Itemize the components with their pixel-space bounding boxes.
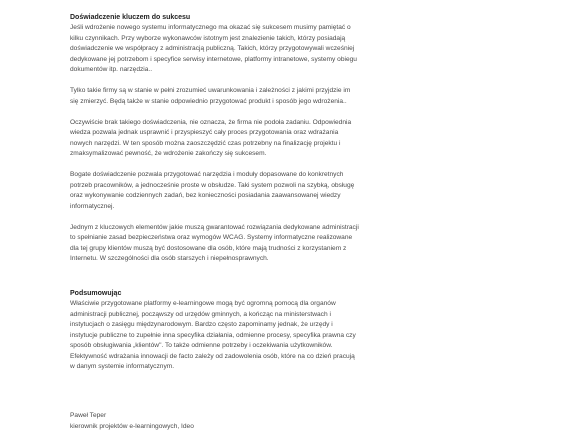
section-heading-experience: Doświadczenie kluczem do sukcesu <box>70 13 360 23</box>
article <box>70 13 360 432</box>
author-role: kierownik projektów e-learningowych, Ideo <box>70 422 360 432</box>
paragraph: Jeśli wdrożenie nowego systemu informatycznego ma okazać się sukcesem musimy pamiętać o kilku czynnikach. Przy wyborze wykonawców istotnym jest znalezienie takich, którzy posiadają doświadczenie we współpracy z administracją publiczną. Takich, którzy przygotowywali wcześniej dedykowane jej potrzebom i specyfice serwisy internetowe, platformy intranetowe, systemy obiegu dokumentów itp. narzędzia.. <box>70 23 360 76</box>
section-heading-summary: Podsumowując <box>70 289 360 299</box>
author-name: Paweł Teper <box>70 411 360 422</box>
paragraph: Jednym z kluczowych elementów jakie muszą gwarantować rozwiązania dedykowane administracji to spełnianie zasad bezpieczeństwa oraz wymogów WCAG. Systemy informatyczne realizowane dla tej grupy klientów muszą być dostosowane dla osób, które mają trudności z korzystaniem z Internetu. W szczególności dla osób starszych i niepełnosprawnych. <box>70 223 360 265</box>
section-spacer <box>70 275 360 289</box>
paragraph: Tylko takie firmy są w stanie w pełni zrozumieć uwarunkowania i zależności z jakimi przyjdzie im się zmierzyć. Będą także w stanie odpowiednio przygotować produkt i sposób jego wdrożenia.. <box>70 86 360 107</box>
paragraph: Oczywiście brak takiego doświadczenia, nie oznacza, że firma nie podoła zadaniu. Odpowiednia wiedza pozwala jednak usprawnić i przyspieszyć cały proces przygotowania oraz wdrażania nowych narzędzi. W ten sposób można zaoszczędzić czas potrzebny na finalizację projektu i zmaksymalizować pewność, że wdrożenie zakończy się sukcesem. <box>70 118 360 160</box>
paragraph: Bogate doświadczenie pozwala przygotować narzędzia i moduły dopasowane do konkretnych potrzeb pracowników, a jednocześnie proste w obsłudze. Taki system pozwoli na szybką, obsługę oraz wykonywanie codziennych zadań, bez konieczności posiadania zaawansowanej wiedzy informatycznej. <box>70 170 360 212</box>
paragraph: Właściwie przygotowane platformy e-learningowe mogą być ogromną pomocą dla organów administracji publicznej, począwszy od urzędów gminnych, a kończąc na ministerstwach i instytucjach o zasięgu międzynarodowym. Bardzo często zapominamy jednak, że urzędy i instytucje publiczne to zupełnie inna specyfika działania, odmienne procesy, specyfika prawna czy sposób obsługiwania „klientów". To także odmienne potrzeby i oczekiwania użytkowników. Efektywność wdrażania innowacji de facto zależy od zadowolenia osób, które na co dzień pracują w danym systemie informatycznym. <box>70 299 360 373</box>
signature-spacer <box>70 383 360 411</box>
